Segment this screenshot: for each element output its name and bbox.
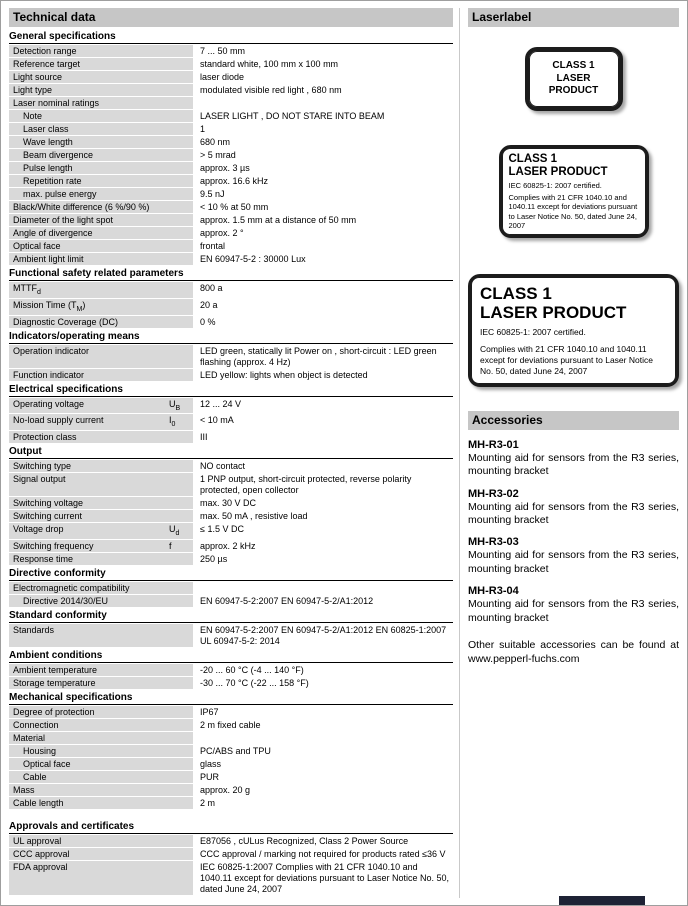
spec-row [9, 45, 453, 57]
spec-value: approx. 2 ° [200, 228, 244, 238]
spec-value [193, 97, 453, 109]
spec-row [9, 71, 453, 83]
section-heading: Ambient conditions [9, 648, 453, 663]
spec-label: Light type [13, 85, 53, 95]
laser-label-compliance: Complies with 21 CFR 1040.10 and 1040.11 except for deviations pursuant to Laser Notice No. 50, dated June 24, 2007 [480, 343, 653, 376]
spec-value: 2 m [200, 797, 216, 808]
spec-section [9, 648, 453, 689]
spec-section [9, 382, 453, 444]
spec-row [9, 664, 453, 676]
technical-data-title: Technical data [13, 10, 96, 24]
spec-value: approx. 2 kHz [200, 540, 256, 551]
spec-row-label-cell [9, 316, 193, 328]
spec-row-label-cell [9, 719, 193, 731]
section-heading: Mechanical specifications [9, 690, 453, 705]
section-heading: Approvals and certificates [9, 819, 453, 834]
laser-label-title: CLASS 1 LASER PRODUCT [508, 152, 608, 178]
spec-label: Electromagnetic compatibility [13, 582, 130, 593]
info-column [460, 8, 679, 898]
accessory-code: MH-R3-03 [468, 536, 519, 549]
spec-row-label-cell [9, 595, 193, 607]
laserlabel-title: Laserlabel [472, 10, 532, 24]
laser-class-label [525, 47, 623, 111]
spec-label: Material [13, 732, 46, 743]
spec-symbol: f [169, 540, 172, 551]
spec-label: Operation indicator [13, 345, 90, 356]
spec-label: Wave length [23, 137, 73, 147]
spec-row-label-cell [9, 664, 193, 676]
spec-row-label-cell [9, 149, 193, 161]
laser-label-text: CLASS 1 [552, 60, 595, 71]
spec-row [9, 677, 453, 689]
laser-label-text: PRODUCT [548, 85, 599, 96]
spec-row [9, 745, 453, 757]
spec-row [9, 758, 453, 770]
spec-label: Laser class [23, 124, 69, 134]
spec-label: Reference target [13, 59, 81, 69]
spec-value: 2 m fixed cable [200, 719, 261, 730]
spec-row [9, 162, 453, 174]
spec-row-label-cell [9, 240, 193, 252]
spec-value [193, 732, 453, 744]
spec-row-label-cell [9, 553, 193, 565]
spec-label: Laser nominal ratings [13, 98, 100, 108]
spec-row-label-cell [9, 797, 193, 809]
spec-row [9, 835, 453, 847]
spec-row-label-cell [9, 732, 193, 744]
laserlabel-header [468, 8, 679, 27]
spec-label: Black/White difference (6 %/90 %) [13, 202, 150, 212]
spec-row-label-cell [9, 677, 193, 689]
accessory-description: Mounting aid for sensors from the R3 series, mounting bracket [468, 598, 679, 624]
accessories-list [468, 430, 679, 626]
spec-value: 9.5 nJ [200, 189, 225, 199]
spec-row [9, 861, 453, 895]
laser-class-label [499, 145, 649, 239]
laser-label-compliance: Complies with 21 CFR 1040.10 and 1040.11 except for deviations pursuant to Laser Notice No. 50, dated June 24, 2007 [508, 192, 638, 231]
spec-row-label-cell [9, 162, 193, 174]
spec-row [9, 523, 453, 539]
spec-section [9, 608, 453, 647]
spec-value: III [200, 432, 208, 443]
spec-label: Switching type [13, 461, 72, 472]
spec-row-label-cell [9, 497, 193, 509]
accessories-header [468, 411, 679, 430]
spec-row-label-cell [9, 345, 193, 368]
spec-label: Function indicator [13, 369, 85, 380]
spec-row [9, 240, 453, 252]
spec-label: FDA approval [13, 861, 68, 872]
spec-row-label-cell [9, 784, 193, 796]
spec-value: standard white, 100 mm x 100 mm [200, 59, 339, 69]
spec-value: frontal [200, 241, 226, 251]
spec-row [9, 84, 453, 96]
laser-class-label [468, 274, 679, 386]
spec-value: max. 50 mA , resistive load [200, 511, 308, 522]
spec-row [9, 58, 453, 70]
spec-row [9, 299, 453, 315]
spec-row-label-cell [9, 523, 193, 539]
spec-value: 1 PNP output, short-circuit protected, reverse polarity protected, open collector [200, 474, 412, 496]
accessories-footer: Other suitable accessories can be found at www.pepperl-fuchs.com [468, 639, 679, 665]
spec-label: Light source [13, 72, 63, 82]
spec-row [9, 123, 453, 135]
spec-row [9, 316, 453, 328]
spec-value: -30 ... 70 °C (-22 ... 158 °F) [200, 677, 309, 688]
spec-row-label-cell [9, 398, 193, 414]
spec-row [9, 201, 453, 213]
spec-row [9, 719, 453, 731]
spec-label: Mission Time $(T_M)$ [13, 299, 86, 313]
spec-value: -20 ... 60 °C (-4 ... 140 °F) [200, 664, 304, 675]
spec-sections [9, 29, 453, 895]
spec-row-label-cell [9, 58, 193, 70]
spec-row-label-cell [9, 848, 193, 860]
spec-row [9, 784, 453, 796]
spec-value: NO contact [200, 461, 246, 472]
spec-label: Standards [13, 624, 55, 635]
accessory-code: MH-R3-01 [468, 438, 519, 451]
spec-value [193, 582, 453, 594]
spec-row [9, 97, 453, 109]
spec-row [9, 582, 453, 594]
spec-row-label-cell [9, 84, 193, 96]
section-heading: Output [9, 444, 453, 459]
spec-row [9, 460, 453, 472]
spec-row-label-cell [9, 414, 193, 430]
spec-row-label-cell [9, 227, 193, 239]
spec-row-label-cell [9, 431, 193, 443]
spec-value: 680 nm [200, 137, 231, 147]
spec-value: PUR [200, 771, 220, 782]
spec-value: < 10 mA [200, 415, 234, 426]
spec-label: Protection class [13, 432, 77, 443]
spec-row [9, 510, 453, 522]
spec-value: EN 60947-5-2 : 30000 Lux [200, 254, 306, 264]
spec-label: Cable length [13, 797, 64, 808]
spec-label: Angle of divergence [13, 228, 93, 238]
spec-row-label-cell [9, 97, 193, 109]
spec-value: max. 30 V DC [200, 498, 257, 509]
spec-value: LED green, statically lit Power on , short-circuit : LED green flashing (approx. 4 Hz) [200, 345, 437, 367]
spec-row [9, 624, 453, 647]
spec-row-label-cell [9, 624, 193, 647]
spec-row [9, 553, 453, 565]
spec-label: $MTTF_d$ [13, 283, 41, 296]
section-heading: Electrical specifications [9, 382, 453, 397]
spec-row [9, 188, 453, 200]
spec-value: laser diode [200, 72, 245, 82]
spec-symbol: $I_0$ [169, 415, 176, 429]
section-heading: General specifications [9, 29, 453, 44]
spec-row-label-cell [9, 214, 193, 226]
spec-row-label-cell [9, 758, 193, 770]
spec-label: Repetition rate [23, 176, 82, 186]
spec-value: EN 60947-5-2:2007 EN 60947-5-2/A1:2012 [200, 595, 374, 606]
spec-row-label-cell [9, 540, 193, 552]
spec-label: Voltage drop [13, 524, 64, 535]
technical-data-header [9, 8, 453, 27]
spec-row [9, 473, 453, 496]
accessory-description: Mounting aid for sensors from the R3 series, mounting bracket [468, 500, 679, 526]
spec-row [9, 175, 453, 187]
spec-label: Detection range [13, 46, 77, 56]
spec-value: 0 % [200, 316, 216, 327]
laserlabel-section [468, 27, 679, 411]
laser-label-certification: IEC 60825-1: 2007 certified. [480, 326, 586, 337]
spec-label: Mass [13, 784, 35, 795]
spec-label: Optical face [13, 241, 61, 251]
spec-row [9, 227, 453, 239]
accessories-title: Accessories [472, 412, 543, 427]
spec-value: ≤ 1.5 V DC [200, 524, 244, 535]
spec-value: 250 µs [200, 553, 228, 564]
spec-label: Cable [23, 771, 47, 782]
spec-label: Signal output [13, 474, 66, 485]
spec-label: Diameter of the light spot [13, 215, 114, 225]
spec-row-label-cell [9, 460, 193, 472]
spec-label: Housing [23, 745, 57, 756]
spec-row [9, 706, 453, 718]
spec-row [9, 149, 453, 161]
laser-label-certification: IEC 60825-1: 2007 certified. [508, 180, 602, 190]
spec-row [9, 595, 453, 607]
spec-label: Pulse length [23, 163, 73, 173]
spec-value: LASER LIGHT , DO NOT STARE INTO BEAM [200, 111, 385, 121]
spec-row-label-cell [9, 188, 193, 200]
spec-row-label-cell [9, 835, 193, 847]
spec-label: Storage temperature [13, 677, 96, 688]
spec-value: EN 60947-5-2:2007 EN 60947-5-2/A1:2012 EN 60825-1:2007 UL 60947-5-2: 2014 [200, 624, 447, 646]
spec-row-label-cell [9, 706, 193, 718]
laser-label-inner [529, 51, 619, 107]
spec-section [9, 444, 453, 565]
spec-label: Note [23, 111, 43, 121]
spec-label: Switching frequency [13, 540, 94, 551]
spec-value: approx. 3 µs [200, 163, 250, 173]
spec-row-label-cell [9, 861, 193, 895]
spec-section [9, 690, 453, 809]
accessory-code: MH-R3-04 [468, 585, 519, 598]
laser-label-inner [471, 277, 676, 383]
spec-label: Beam divergence [23, 150, 94, 160]
accessory-description: Mounting aid for sensors from the R3 series, mounting bracket [468, 549, 679, 575]
section-heading: Standard conformity [9, 608, 453, 623]
spec-row [9, 110, 453, 122]
spec-label: Operating voltage [13, 398, 85, 409]
spec-label: Ambient light limit [13, 254, 84, 264]
spec-value: IEC 60825-1:2007 Complies with 21 CFR 1040.10 and 1040.11 except for deviations pursuant to Laser Notice No. 50, dated June 24, 2007 [200, 861, 449, 894]
spec-row [9, 732, 453, 744]
spec-section [9, 819, 453, 895]
spec-value: 20 a [200, 299, 218, 310]
section-heading: Indicators/operating means [9, 329, 453, 344]
laser-label-text: LASER [556, 72, 591, 84]
spec-value: CCC approval / marking not required for products rated ≤36 V [200, 848, 446, 859]
spec-row [9, 214, 453, 226]
spec-label: Ambient temperature [13, 664, 98, 675]
spec-row [9, 253, 453, 265]
spec-row [9, 369, 453, 381]
spec-row [9, 497, 453, 509]
spec-label: UL approval [13, 835, 62, 846]
spec-section [9, 329, 453, 381]
spec-row-label-cell [9, 123, 193, 135]
spec-row-label-cell [9, 201, 193, 213]
spec-row [9, 431, 453, 443]
spec-row-label-cell [9, 369, 193, 381]
spec-label: Degree of protection [13, 706, 95, 717]
spec-label: Diagnostic Coverage (DC) [13, 316, 119, 327]
spec-value: 800 a [200, 283, 223, 293]
spec-value: PC/ABS and TPU [200, 745, 271, 756]
spec-value: E87056 , cULus Recognized, Class 2 Power Source [200, 835, 409, 846]
spec-label: CCC approval [13, 848, 70, 859]
spec-row-label-cell [9, 582, 193, 594]
spec-value: glass [200, 758, 222, 769]
spec-row [9, 136, 453, 148]
spec-row-label-cell [9, 45, 193, 57]
spec-symbol: $U_B$ [169, 398, 181, 412]
spec-row-label-cell [9, 282, 193, 298]
laser-label-title: CLASS 1 LASER PRODUCT [480, 284, 627, 323]
spec-value: < 10 % at 50 mm [200, 202, 269, 212]
spec-label: Response time [13, 553, 74, 564]
spec-value: IP67 [200, 706, 219, 717]
spec-value: approx. 1.5 mm at a distance of 50 mm [200, 215, 357, 225]
spec-row-label-cell [9, 136, 193, 148]
spec-row-label-cell [9, 253, 193, 265]
spec-row [9, 771, 453, 783]
spec-value: 7 ... 50 mm [200, 46, 246, 56]
spec-row [9, 398, 453, 414]
laser-label-inner [502, 148, 646, 236]
spec-label: Directive 2014/30/EU [23, 595, 109, 606]
spec-row-label-cell [9, 473, 193, 496]
spec-label: Switching voltage [13, 498, 84, 509]
spec-row-label-cell [9, 510, 193, 522]
spec-row [9, 345, 453, 368]
spec-value: modulated visible red light , 680 nm [200, 85, 342, 95]
spec-value: 12 ... 24 V [200, 398, 242, 409]
section-heading: Functional safety related parameters [9, 266, 453, 281]
spec-row-label-cell [9, 110, 193, 122]
section-heading: Directive conformity [9, 566, 453, 581]
spec-row-label-cell [9, 771, 193, 783]
spec-section [9, 29, 453, 265]
spec-value: LED yellow: lights when object is detected [200, 369, 368, 380]
spec-value: > 5 mrad [200, 150, 236, 160]
spec-label: Optical face [23, 758, 71, 769]
accessory-code: MH-R3-02 [468, 487, 519, 500]
spec-row [9, 282, 453, 298]
spec-row [9, 414, 453, 430]
spec-value: approx. 16.6 kHz [200, 176, 269, 186]
spec-label: max. pulse energy [23, 189, 97, 199]
accessory-description: Mounting aid for sensors from the R3 series, mounting bracket [468, 451, 679, 478]
spec-value: approx. 20 g [200, 784, 251, 795]
spec-label: Switching current [13, 511, 83, 522]
spec-row [9, 848, 453, 860]
spec-row-label-cell [9, 71, 193, 83]
page-footer-mark [559, 896, 645, 905]
spec-row-label-cell [9, 745, 193, 757]
spec-row [9, 540, 453, 552]
spec-section [9, 266, 453, 328]
spec-row-label-cell [9, 299, 193, 315]
spec-row [9, 797, 453, 809]
spec-label: Connection [13, 719, 59, 730]
spec-symbol: $U_d$ [169, 524, 180, 537]
spec-label: No-load supply current [13, 415, 104, 426]
technical-data-column [9, 8, 453, 898]
spec-section [9, 566, 453, 607]
spec-row-label-cell [9, 175, 193, 187]
spec-value: 1 [200, 124, 206, 134]
